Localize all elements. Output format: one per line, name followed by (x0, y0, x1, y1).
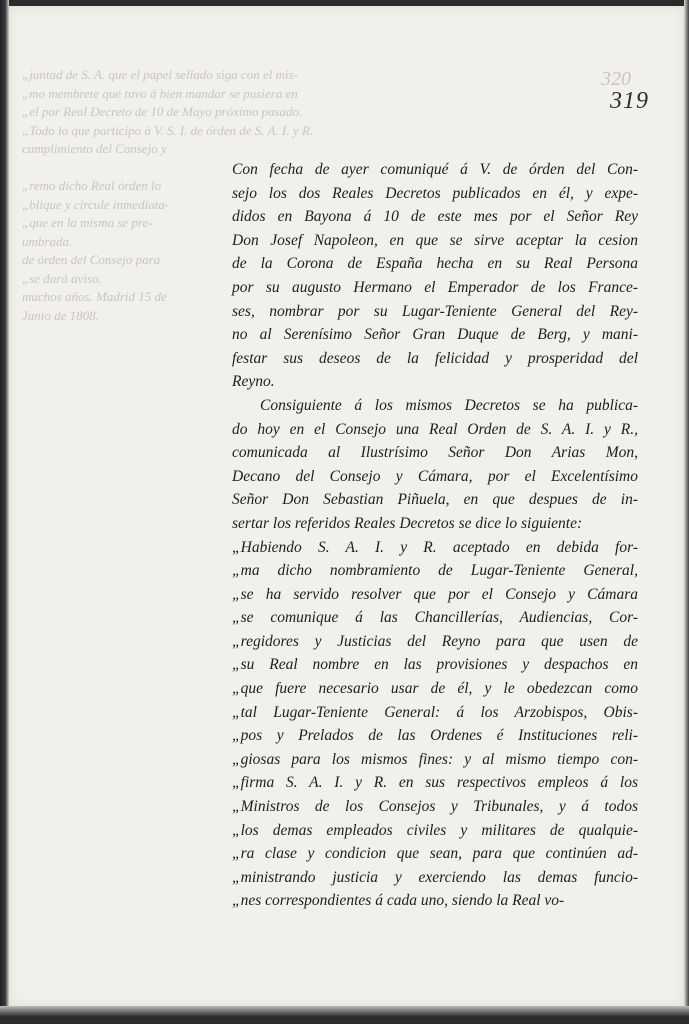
text-line: ses, nombrar por su Lugar-Teniente General del Rey- (232, 302, 638, 320)
text-line: „su Real nombre en las provisiones y despachos en (232, 656, 638, 674)
folio-number-bleedthrough: 320 (601, 68, 631, 90)
bleedthrough-line: „que en la misma se pre- (22, 215, 153, 230)
text-line: Con fecha de ayer comuniqué á V. de órden del Con- (232, 161, 638, 178)
text-line: „tal Lugar-Teniente General: á los Arzobispos, Obis- (232, 703, 638, 721)
text-line: festar sus deseos de la felicidad y prosperidad del (232, 349, 638, 367)
scan-binding-edge (0, 0, 9, 1024)
bleedthrough-line: cumplimiento del Consejo y (22, 141, 167, 156)
scan-right-edge (684, 0, 689, 1024)
paragraph-p1 (232, 158, 638, 394)
text-line: Consiguiente á los mismos Decretos se ha publica- (260, 396, 638, 414)
text-line: no al Serenísimo Señor Gran Duque de Berg, y mani- (232, 326, 638, 344)
text-line: „ra clase y condicion que sean, para que continúen ad- (232, 845, 638, 863)
bleedthrough-text-left (22, 66, 314, 325)
text-line: didos en Bayona á 10 de este mes por el Señor Rey (232, 208, 638, 226)
text-line: do hoy en el Consejo una Real Orden de S. A. I. y R., (232, 420, 638, 438)
paragraph-p2 (232, 394, 638, 536)
text-line: „regidores y Justicias del Reyno para que usen de (232, 632, 638, 650)
text-line: de la Corona de España hecha en su Real Persona (232, 255, 638, 273)
text-line: „que fuere necesario usar de él, y le obedezcan como (232, 680, 638, 698)
text-line: „pos y Prelados de las Ordenes é Instituciones reli- (232, 727, 638, 745)
text-line: por su augusto Hermano el Emperador de los France- (232, 278, 638, 296)
text-line: „firma S. A. I. y R. en sus respectivos empleos á los (232, 774, 638, 792)
bleedthrough-line (22, 159, 242, 178)
text-line: Decano del Consejo y Cámara, por el Excelentísimo (232, 467, 638, 485)
text-line: sejo los dos Reales Decretos publicados en él, y expe- (232, 184, 638, 202)
text-line: „se ha servido resolver que por el Consejo y Cámara (232, 585, 638, 603)
folio-number: 319 (610, 88, 649, 114)
text-line: „Habiendo S. A. I. y R. aceptado en debida for- (232, 538, 638, 556)
bleedthrough-line: „el por Real Decreto de 10 de Mayo próximo pasado. (22, 104, 303, 119)
text-line: „giosas para los mismos fines: y al mismo tiempo con- (232, 750, 638, 768)
text-line: Don Josef Napoleon, en que se sirve aceptar la cesion (232, 231, 638, 249)
paragraph-p3 (232, 536, 638, 914)
bleedthrough-line: „se dará aviso. (22, 270, 102, 286)
text-line: „se comunique á las Chancillerías, Audiencias, Cor- (232, 609, 638, 627)
text-line: „los demas empleados civiles y militares de qualquie- (232, 821, 638, 839)
bleedthrough-line: Junio de 1808. (22, 307, 99, 323)
text-line: „nes correspondientes á cada uno, siendo la Real vo- (232, 892, 565, 910)
text-line: „ministrando justicia y exerciendo las demas funcio- (232, 868, 638, 886)
text-line: Señor Don Sebastian Piñuela, en que despues de in- (232, 491, 638, 509)
text-line: „ma dicho nombramiento de Lugar-Teniente General, (232, 562, 638, 580)
bleedthrough-line: „remo dicho Real órden lo (22, 178, 162, 193)
bleedthrough-line: „Todo lo que participo á V. S. I. de órden de S. A. I. y R. (22, 122, 314, 138)
scan-bottom-edge (0, 1006, 689, 1024)
body-text (232, 158, 638, 913)
text-line: „Ministros de los Consejos y Tribunales, y á todos (232, 798, 638, 816)
bleedthrough-line: „blique y circule inmediata- (22, 196, 170, 212)
text-line: Reyno. (232, 373, 275, 391)
text-line: comunicada al Ilustrísimo Señor Don Arias Mon, (232, 444, 638, 462)
bleedthrough-line: „mo membrete que tuvo á bien mandar se pusiera en (22, 85, 298, 101)
text-line: sertar los referidos Reales Decretos se dice lo siguiente: (232, 514, 583, 532)
bleedthrough-line: umbrada. (22, 233, 73, 249)
bleedthrough-line: „juntad de S. A. que el papel sellado siga con el mis- (22, 67, 298, 82)
bleedthrough-line: muchos años. Madrid 15 de (22, 289, 167, 304)
bleedthrough-line: de órden del Consejo para (22, 252, 161, 267)
